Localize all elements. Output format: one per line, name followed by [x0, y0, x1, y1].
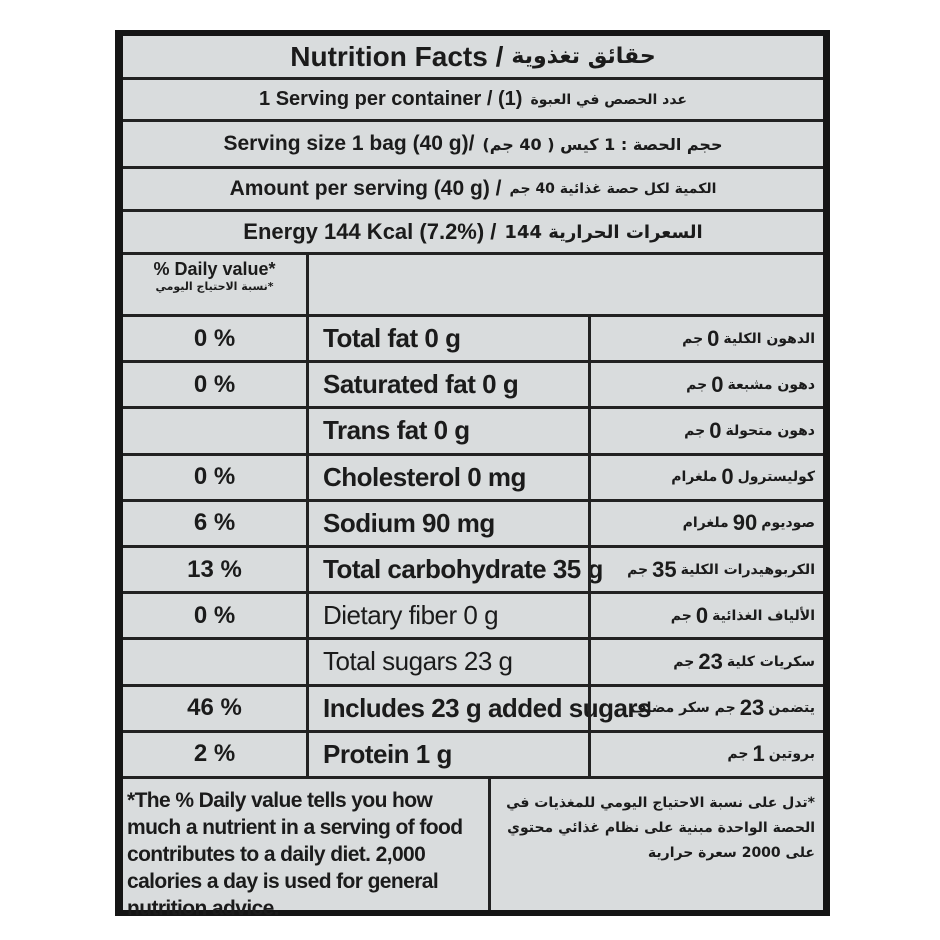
footnote-ar: *تدل على نسبة الاحتياج اليومي للمغذيات في الحصة الواحدة مبنية على نظام غذائي محتوي على 2000 سعرة حرارية	[506, 795, 815, 861]
nutrient-name: Trans fat 0 g	[323, 415, 470, 446]
daily-value-percent: 0 %	[123, 317, 309, 360]
servings-ar: عدد الحصص في العبوة	[530, 91, 687, 108]
daily-value-percent	[123, 409, 309, 452]
nutrient-label-ar: سكريات كلية	[726, 653, 815, 670]
nutrient-name-ar	[627, 548, 815, 591]
nutrient-unit-ar: جم	[684, 422, 706, 439]
nutrient-value-ar: 1	[752, 741, 765, 767]
nutrient-unit-ar: جم سكر مضاف	[630, 700, 736, 717]
footnote	[123, 779, 823, 920]
nutrient-name: Protein 1 g	[323, 738, 452, 769]
daily-value-percent	[123, 640, 309, 683]
daily-value-percent: 46 %	[123, 687, 309, 730]
nutrient-unit-ar: جم	[627, 561, 649, 578]
nutrient-label-ar: الدهون الكلية	[723, 330, 815, 347]
nutrient-unit-ar: جم	[727, 746, 749, 763]
daily-value-percent: 2 %	[123, 733, 309, 776]
nutrient-row	[123, 456, 823, 502]
nutrient-name-ar	[673, 640, 815, 683]
nutrient-name-ar	[671, 456, 815, 499]
nutrient-value-ar: 0	[711, 371, 724, 397]
column-divider	[588, 594, 591, 637]
daily-value-percent: 0 %	[123, 456, 309, 499]
daily-value-percent: 6 %	[123, 502, 309, 545]
nutrient-name-ar	[727, 733, 815, 776]
nutrient-unit-ar: ملغرام	[671, 469, 718, 486]
nutrient-label-ar: الألياف الغذائية	[712, 607, 815, 624]
nutrient-value-ar: 0	[695, 602, 709, 628]
column-divider	[588, 640, 591, 683]
nutrient-label-ar: دهون متحولة	[725, 422, 815, 439]
column-divider	[588, 409, 591, 452]
daily-value-percent: 13 %	[123, 548, 309, 591]
nutrient-value-ar: 0	[721, 464, 734, 490]
nutrient-row	[123, 640, 823, 686]
nutrient-name-ar	[630, 687, 815, 730]
serving-size-row	[123, 122, 823, 169]
serving-size-ar: حجم الحصة : 1 كيس ( 40 جم)	[482, 134, 723, 154]
servings-row	[123, 80, 823, 122]
column-divider	[588, 733, 591, 776]
column-divider	[588, 363, 591, 406]
nutrient-value-ar: 35	[652, 556, 677, 582]
nutrient-row	[123, 363, 823, 409]
nutrient-name: Includes 23 g added sugars	[323, 692, 651, 723]
energy-ar: السعرات الحرارية 144	[504, 221, 703, 243]
nutrient-unit-ar: جم	[682, 330, 704, 347]
nutrient-name: Total fat 0 g	[323, 323, 461, 354]
nutrient-name-ar	[686, 363, 815, 406]
nutrient-name-ar	[682, 317, 815, 360]
title-en: Nutrition Facts /	[290, 40, 504, 72]
header-blank-cell	[309, 255, 823, 317]
column-divider	[588, 456, 591, 499]
daily-value-header	[123, 255, 309, 317]
nutrient-name: Total sugars 23 g	[323, 646, 513, 677]
nutrient-name: Sodium 90 mg	[323, 507, 495, 538]
column-divider	[588, 502, 591, 545]
column-divider	[588, 548, 591, 591]
daily-value-header-ar: *نسبة الاحتياج اليومي	[155, 280, 274, 293]
nutrient-unit-ar: جم	[673, 653, 695, 670]
nutrient-row	[123, 409, 823, 455]
nutrient-row	[123, 733, 823, 779]
amount-ar: الكمية لكل حصة غذائية 40 جم	[509, 181, 717, 197]
daily-value-header-en: % Daily value*	[153, 259, 276, 279]
nutrient-label-ar: الكربوهيدرات الكلية	[680, 561, 815, 578]
nutrient-unit-ar: ملغرام	[682, 515, 729, 532]
serving-size-en: Serving size 1 bag (40 g)/	[223, 132, 475, 155]
nutrient-row	[123, 687, 823, 733]
nutrient-name-ar	[671, 594, 815, 637]
nutrient-row	[123, 502, 823, 548]
nutrition-facts-label	[115, 30, 830, 920]
nutrient-name: Cholesterol 0 mg	[323, 461, 526, 492]
amount-en: Amount per serving (40 g) /	[229, 177, 502, 200]
nutrient-label-ar: يتضمن	[768, 700, 815, 717]
servings-en: 1 Serving per container / (1)	[259, 88, 523, 110]
nutrient-label-ar: كوليسترول	[737, 469, 815, 486]
nutrient-value-ar: 23	[698, 648, 723, 674]
energy-en: Energy 144 Kcal (7.2%) /	[243, 219, 497, 244]
nutrient-unit-ar: جم	[686, 376, 708, 393]
nutrient-name-ar	[684, 409, 815, 452]
nutrient-label-ar: دهون مشبعة	[727, 376, 815, 393]
nutrient-unit-ar: جم	[670, 607, 692, 624]
nutrient-row	[123, 548, 823, 594]
energy-row	[123, 212, 823, 255]
nutrient-value-ar: 0	[707, 325, 720, 351]
nutrient-label-ar: صوديوم	[761, 515, 815, 532]
nutrient-row	[123, 317, 823, 363]
nutrient-name-ar	[683, 502, 815, 545]
nutrient-value-ar: 0	[709, 417, 722, 443]
nutrient-name: Dietary fiber 0 g	[323, 600, 499, 631]
amount-row	[123, 169, 823, 212]
nutrient-label-ar: بروتين	[768, 746, 815, 763]
daily-value-percent: 0 %	[123, 363, 309, 406]
title-row	[123, 36, 823, 80]
nutrient-value-ar: 23	[739, 695, 765, 721]
footnote-en: *The % Daily value tells you how much a nutrient in a serving of food contributes to a daily diet. 2,000 calories a day is used for general nutrition advice.	[127, 789, 463, 920]
nutrient-value-ar: 90	[732, 510, 758, 536]
column-divider	[588, 687, 591, 730]
title-ar: حقائق تغذوية	[511, 44, 656, 69]
nutrient-row	[123, 594, 823, 640]
daily-value-percent: 0 %	[123, 594, 309, 637]
column-divider	[588, 317, 591, 360]
nutrient-name: Saturated fat 0 g	[323, 369, 519, 400]
nutrient-name: Total carbohydrate 35 g	[323, 554, 603, 585]
